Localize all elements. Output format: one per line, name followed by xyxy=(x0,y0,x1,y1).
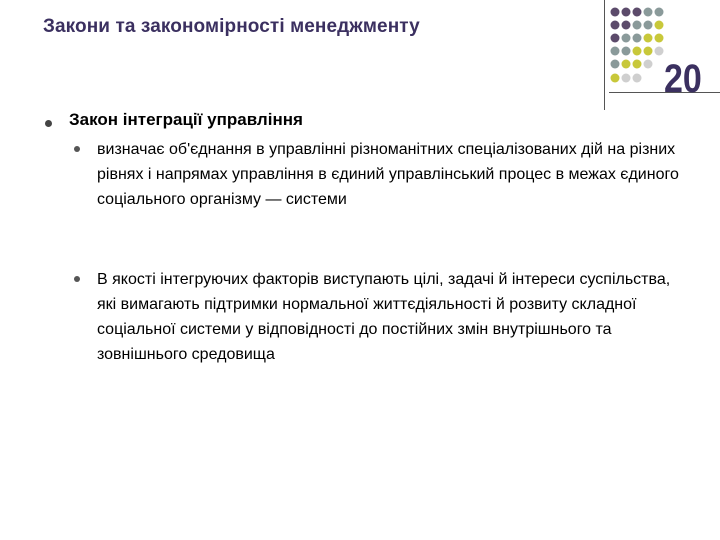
bullet-marker xyxy=(45,120,52,127)
slide-number: 20 xyxy=(664,57,702,101)
vertical-divider xyxy=(604,0,605,110)
slide-title: Закони та закономірності менеджменту xyxy=(43,16,420,37)
sub-bullet-marker xyxy=(74,276,80,282)
sub-bullet-text: визначає об'єднання в управлінні різноманітних спеціалізованих дій на різних рівнях і напрямах управління в єдиний управлінський процес в межах єдиного соціального організму — системи xyxy=(97,141,679,208)
sub-bullet-text: В якості інтегруючих факторів виступають цілі, задачі й інтереси суспільства, які вимагають підтримки нормальної життєдіяльності й розвиту складної соціальної системи у відповідності до постійних змін внутрішнього та зовнішнього средовища xyxy=(97,271,671,363)
bullet-heading: Закон інтеграції управління xyxy=(69,110,303,129)
sub-bullet-marker xyxy=(74,146,80,152)
